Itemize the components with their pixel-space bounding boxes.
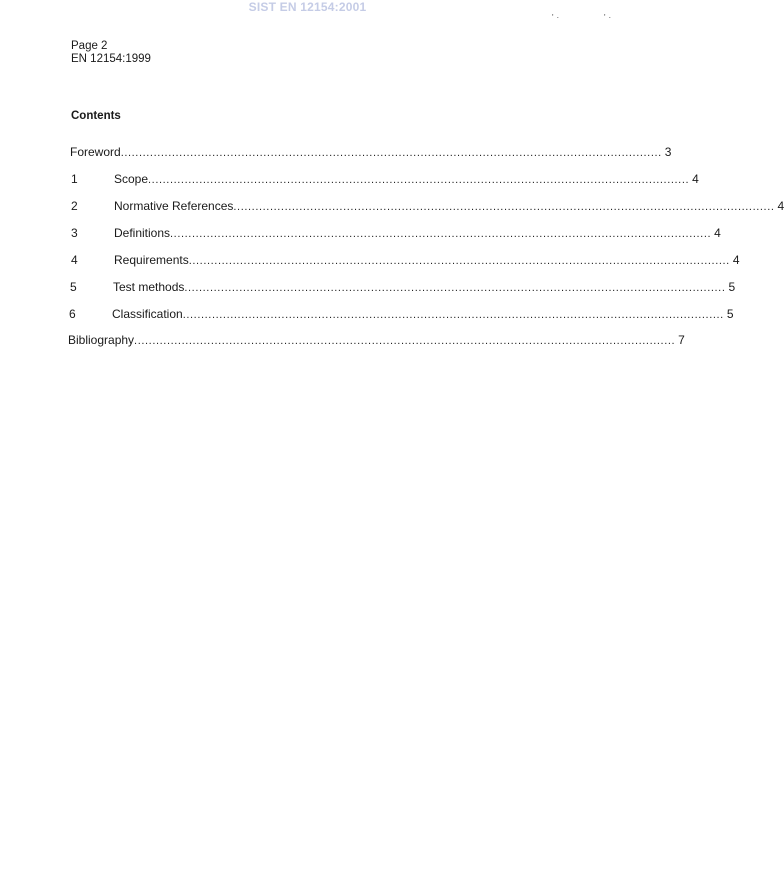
toc-entry-requirements [71,253,740,268]
toc-page: 4 [714,226,721,240]
document-number: EN 12154:1999 [71,53,151,65]
toc-entry-definitions [71,226,721,241]
toc-page: 5 [728,280,736,294]
toc-leader: .................................................................................................................................................... [188,255,730,267]
toc-leader: .................................................................................................................................................... [120,147,662,159]
toc-title: Definitions [114,226,171,240]
toc-leader: .................................................................................................................................................... [148,174,690,186]
toc-title: Foreword [70,145,121,159]
toc-number: 5 [70,280,77,294]
toc-leader: .................................................................................................................................................... [184,282,726,294]
toc-entry-test-methods [70,280,736,295]
toc-entry-classification [69,307,734,322]
toc-title: Test methods [113,280,185,294]
toc-entry-bibliography [68,333,685,348]
toc-number: 2 [71,199,78,213]
toc-leader: .................................................................................................................................................... [134,335,676,347]
toc-entry-foreword [70,145,672,160]
toc-leader: .................................................................................................................................................... [170,228,712,240]
watermark: SIST EN 12154:2001 [248,0,367,14]
toc-title: Scope [114,172,149,186]
toc-page: 4 [732,253,740,267]
toc-page: 3 [664,145,672,159]
toc-leader: .................................................................................................................................................... [233,201,775,213]
toc-page: 7 [678,333,685,347]
contents-heading: Contents [71,110,121,122]
toc-page: 4 [692,172,699,186]
toc-number: 6 [69,307,76,321]
toc-title: Classification [112,307,183,321]
page-label: Page 2 [71,40,108,52]
toc-leader: .................................................................................................................................................... [182,309,724,321]
toc-entry-normative-references [71,199,784,214]
toc-title: Bibliography [68,333,135,347]
toc-title: Normative References [114,199,234,213]
toc-number: 3 [71,226,78,240]
toc-number: 1 [71,172,78,186]
toc-entry-scope [71,172,699,187]
scan-specks: '· '· [552,13,615,22]
toc-title: Requirements [114,253,189,267]
toc-number: 4 [71,253,78,267]
toc-page: 4 [777,199,784,213]
toc-page: 5 [726,307,734,321]
